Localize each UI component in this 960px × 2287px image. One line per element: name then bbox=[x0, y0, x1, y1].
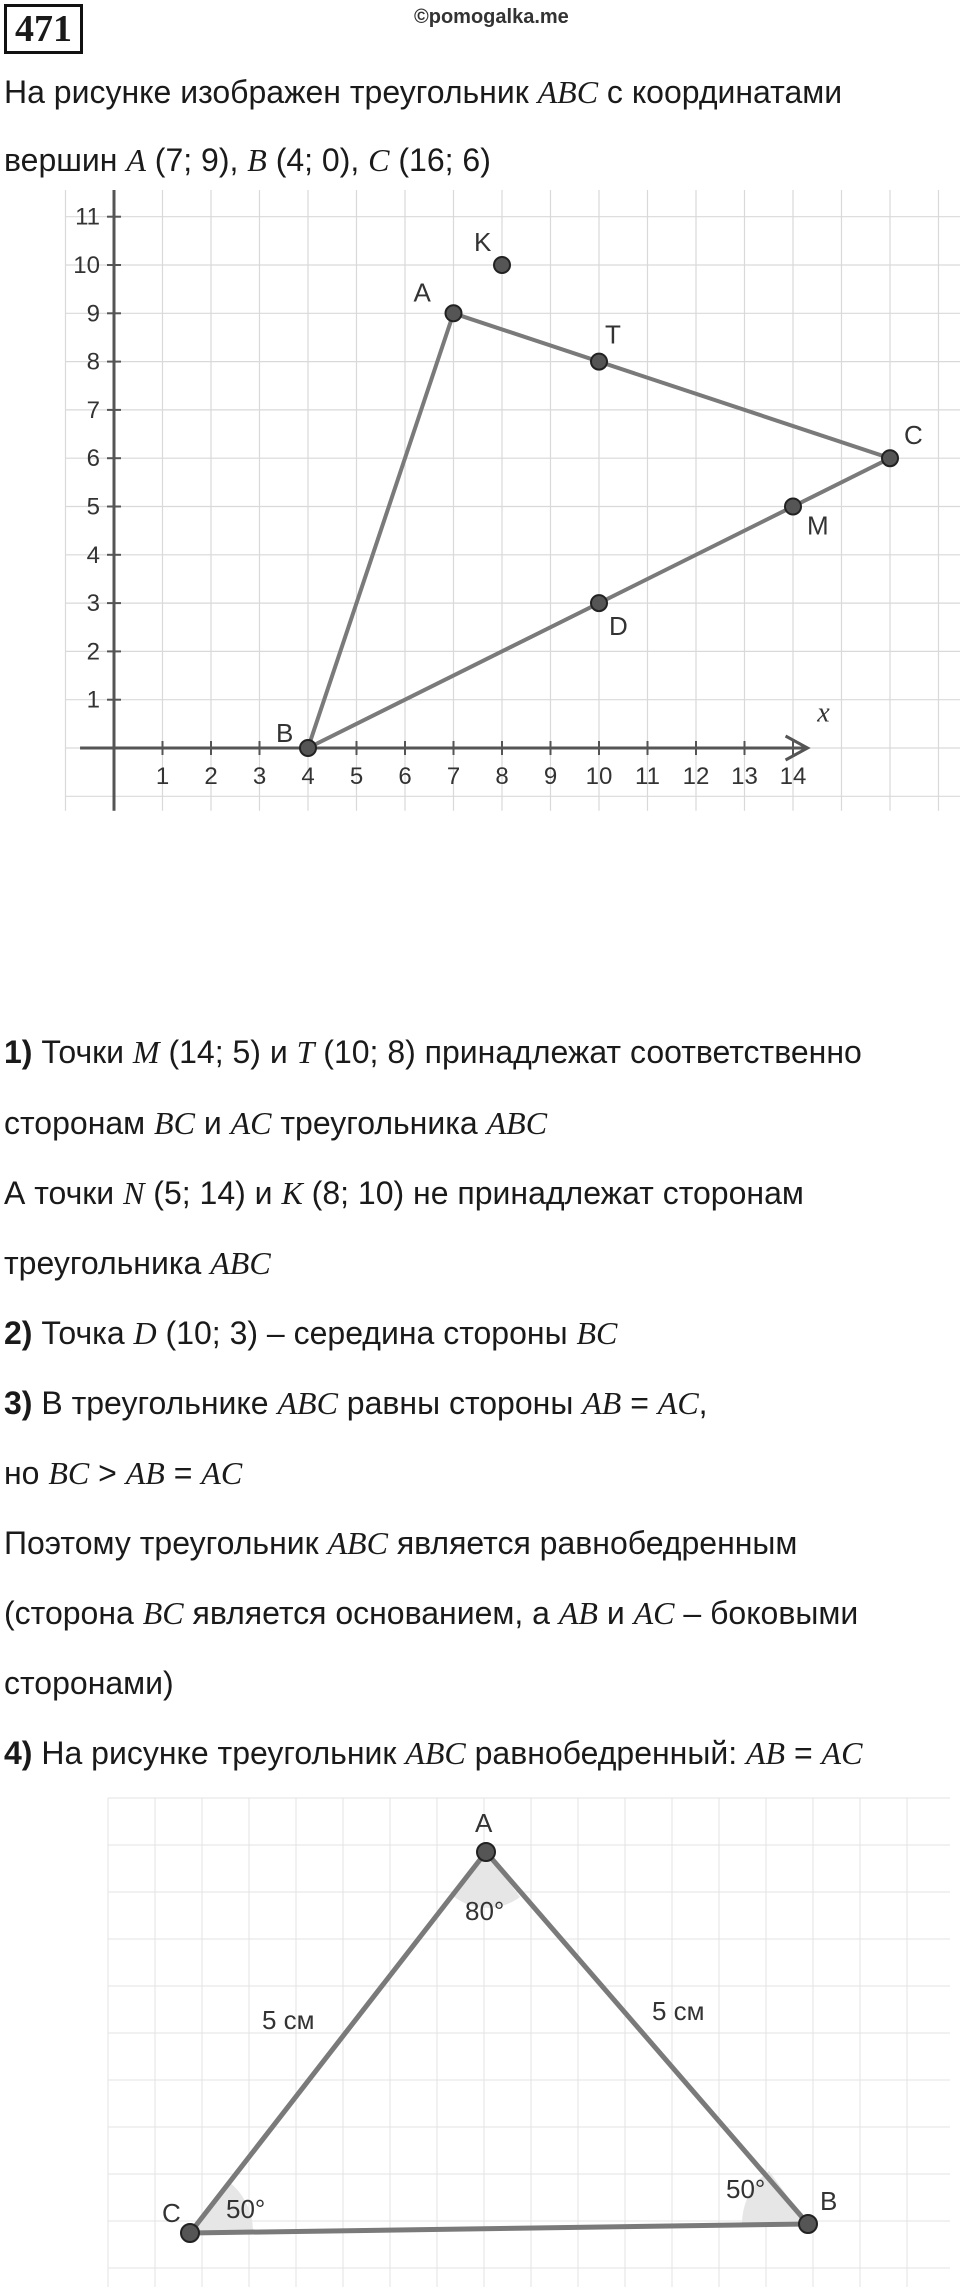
x-tick-label: 14 bbox=[779, 763, 807, 790]
x-tick-label: 13 bbox=[731, 763, 758, 790]
s3-line-1: 3) В треугольнике ABC равны стороны AB = AC, bbox=[4, 1385, 708, 1421]
point-t bbox=[591, 354, 607, 370]
point-label-c: C bbox=[904, 420, 923, 451]
y-tick-label: 8 bbox=[86, 348, 100, 376]
s3-line-4: (сторона BC является основанием, а AB и AC – боковыми bbox=[4, 1595, 859, 1631]
intro-line-2: вершин A (7; 9), B (4; 0), C (16; 6) bbox=[4, 142, 491, 178]
coordinate-plane bbox=[0, 190, 960, 1010]
y-tick-label: 4 bbox=[86, 541, 100, 569]
y-tick-label: 11 bbox=[75, 203, 100, 231]
point-a bbox=[446, 305, 462, 321]
problem-number: 471 bbox=[4, 4, 83, 54]
x-tick-label: 12 bbox=[682, 763, 710, 790]
x-tick-label: 10 bbox=[585, 763, 613, 790]
point-label-m: M bbox=[807, 510, 829, 541]
y-tick-label: 3 bbox=[86, 590, 100, 618]
s1-line-3: А точки N (5; 14) и K (8; 10) не принадлежат сторонам bbox=[4, 1175, 804, 1211]
y-tick-label: 2 bbox=[86, 638, 100, 666]
s1-line-4: треугольника ABC bbox=[4, 1245, 271, 1281]
y-tick-label: 1 bbox=[86, 686, 100, 714]
vertex-b bbox=[799, 2215, 817, 2233]
x-tick-label: 3 bbox=[252, 763, 267, 790]
vertex-a bbox=[477, 1843, 495, 1861]
point-label-k: K bbox=[474, 227, 492, 257]
y-tick-label: 5 bbox=[86, 493, 100, 521]
point-label-a: A bbox=[413, 277, 431, 308]
axes bbox=[80, 190, 830, 811]
x-tick-label: 5 bbox=[349, 763, 364, 790]
s4-line: 4) На рисунке треугольник ABC равнобедренный: AB = AC bbox=[4, 1735, 863, 1771]
y-tick-label: 6 bbox=[86, 445, 100, 473]
y-tick-label: 10 bbox=[73, 252, 100, 279]
x-tick-label: 4 bbox=[301, 763, 315, 790]
x-tick-label: 6 bbox=[398, 763, 412, 790]
point-label-d: D bbox=[609, 611, 628, 642]
side-ca bbox=[190, 1852, 486, 2233]
x-tick-label: 8 bbox=[495, 763, 509, 790]
side-ab bbox=[486, 1852, 808, 2224]
point-label-b: B bbox=[276, 718, 294, 748]
side-ca bbox=[454, 313, 891, 458]
s3-line-2: но BC > AB = AC bbox=[4, 1455, 243, 1491]
isosceles-triangle-figure bbox=[0, 1790, 960, 2287]
angle-a-label: 80° bbox=[465, 1896, 505, 1926]
side-ab-length: 5 см bbox=[652, 1996, 705, 2026]
y-tick-label: 7 bbox=[86, 396, 100, 424]
x-tick-label: 9 bbox=[543, 763, 558, 790]
point-c bbox=[882, 450, 898, 466]
header bbox=[0, 0, 960, 60]
point-label-t: T bbox=[605, 319, 621, 350]
s3-line-5: сторонами) bbox=[4, 1665, 174, 1701]
x-tick-label: 7 bbox=[446, 763, 461, 790]
intro-line-1: На рисунке изображен треугольник ABC с координатами bbox=[4, 74, 843, 110]
x-axis-label: x bbox=[817, 697, 830, 729]
y-tick-label: 9 bbox=[86, 300, 100, 328]
x-tick-label: 11 bbox=[635, 763, 660, 790]
label-b: B bbox=[820, 2186, 838, 2216]
s2-line: 2) Точка D (10; 3) – середина стороны BC bbox=[4, 1315, 618, 1351]
side-ab bbox=[308, 313, 454, 748]
x-tick-label: 1 bbox=[155, 763, 170, 790]
angle-b-label: 50° bbox=[726, 2174, 766, 2204]
angle-c-label: 50° bbox=[226, 2194, 266, 2224]
point-d bbox=[591, 595, 607, 611]
side-cb bbox=[190, 2224, 808, 2233]
label-a: A bbox=[475, 1808, 493, 1838]
vertex-c bbox=[181, 2224, 199, 2242]
watermark: ©pomogalka.me bbox=[414, 6, 569, 28]
s1-line-2: сторонам BC и AC треугольника ABC bbox=[4, 1105, 548, 1141]
x-tick-label: 2 bbox=[204, 763, 218, 790]
point-k bbox=[494, 257, 510, 273]
s3-line-3: Поэтому треугольник ABC является равнобедренным bbox=[4, 1525, 798, 1561]
point-m bbox=[785, 499, 801, 515]
side-ca-length: 5 см bbox=[262, 2005, 315, 2035]
s1-line-1: 1) Точки M (14; 5) и T (10; 8) принадлежат соответственно bbox=[4, 1034, 862, 1070]
point-b bbox=[300, 740, 316, 756]
label-c: C bbox=[162, 2198, 181, 2228]
